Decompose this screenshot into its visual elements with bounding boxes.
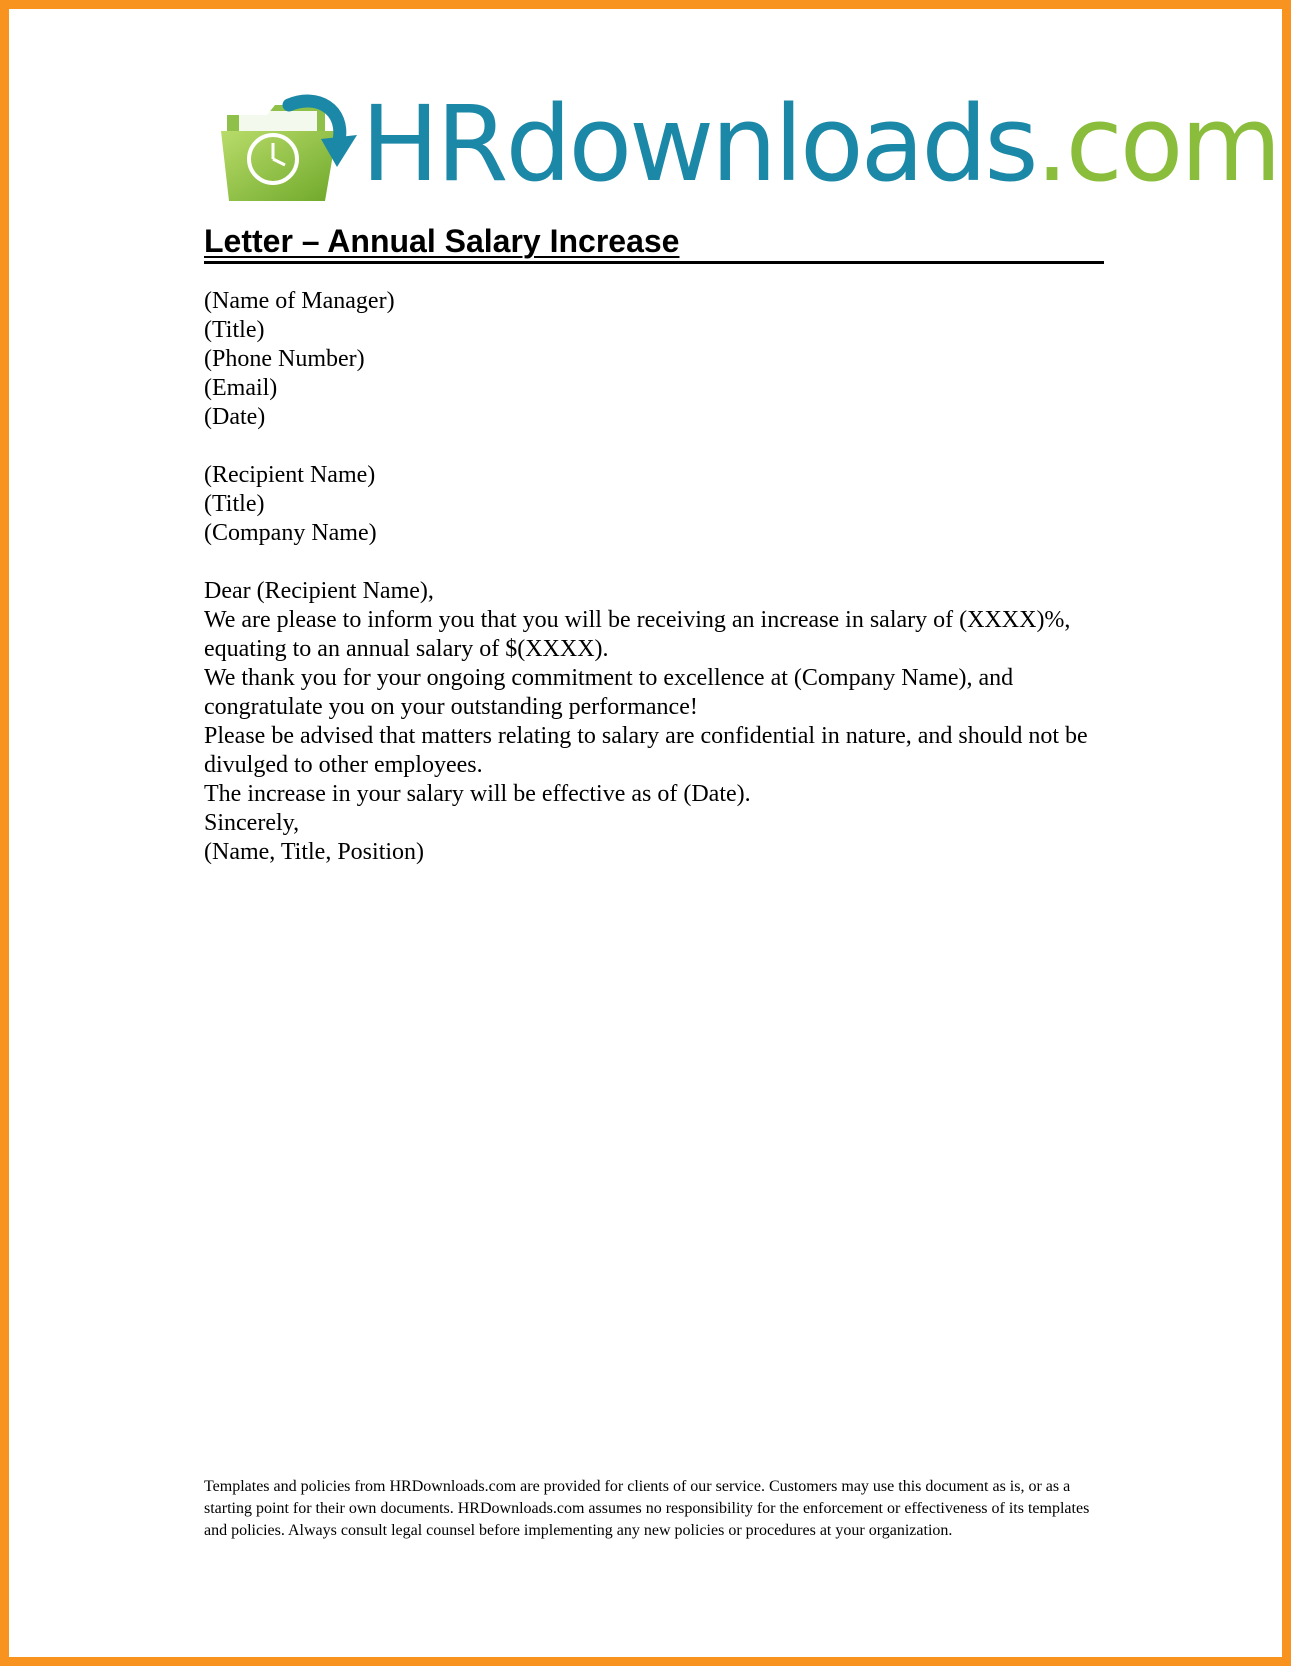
salutation: Dear (Recipient Name),: [204, 578, 434, 604]
logo-wordmark-suffix: .com: [1035, 83, 1279, 205]
paragraph-effective-date: The increase in your salary will be effective as of (Date).: [204, 781, 751, 807]
letter-body: [204, 287, 1104, 867]
sender-date: (Date): [204, 404, 266, 430]
title-block: [204, 221, 1104, 264]
recipient-company: (Company Name): [204, 520, 377, 546]
signature-line: (Name, Title, Position): [204, 839, 425, 865]
sender-title: (Title): [204, 317, 265, 343]
hrdownloads-logo: [221, 83, 1279, 209]
closing: Sincerely,: [204, 810, 300, 836]
sender-phone: (Phone Number): [204, 346, 365, 372]
recipient-title: (Title): [204, 491, 265, 517]
paragraph-thanks: We thank you for your ongoing commitment to excellence at (Company Name), and congratulate you on your outstanding performance!: [204, 665, 1014, 720]
disclaimer-text: Templates and policies from HRDownloads.com are provided for clients of our service. Customers may use this document as is, or as a starting point for their own documents. HRDownloads.com assumes no responsibility for the enforcement or effectiveness of its templates and policies. Always consult legal counsel before implementing any new policies or procedures at your organization.: [204, 1478, 1090, 1539]
folder-clock-icon: [221, 91, 361, 209]
paragraph-confidential: Please be advised that matters relating to salary are confidential in nature, and should not be divulged to other employees.: [204, 723, 1088, 778]
document-title: Letter – Annual Salary Increase: [204, 223, 680, 259]
paragraph-salary-increase: We are please to inform you that you will be receiving an increase in salary of (XXXX)%, equating to an annual salary of $(XXXX).: [204, 607, 1071, 662]
footer-disclaimer: [204, 1476, 1104, 1542]
recipient-block: [204, 461, 1104, 548]
sender-block: [204, 287, 1104, 432]
sender-name: (Name of Manager): [204, 288, 395, 314]
logo-wordmark: [361, 85, 1279, 203]
logo-wordmark-main: HRdownloads: [361, 83, 1036, 205]
recipient-name: (Recipient Name): [204, 462, 376, 488]
sender-email: (Email): [204, 375, 278, 401]
